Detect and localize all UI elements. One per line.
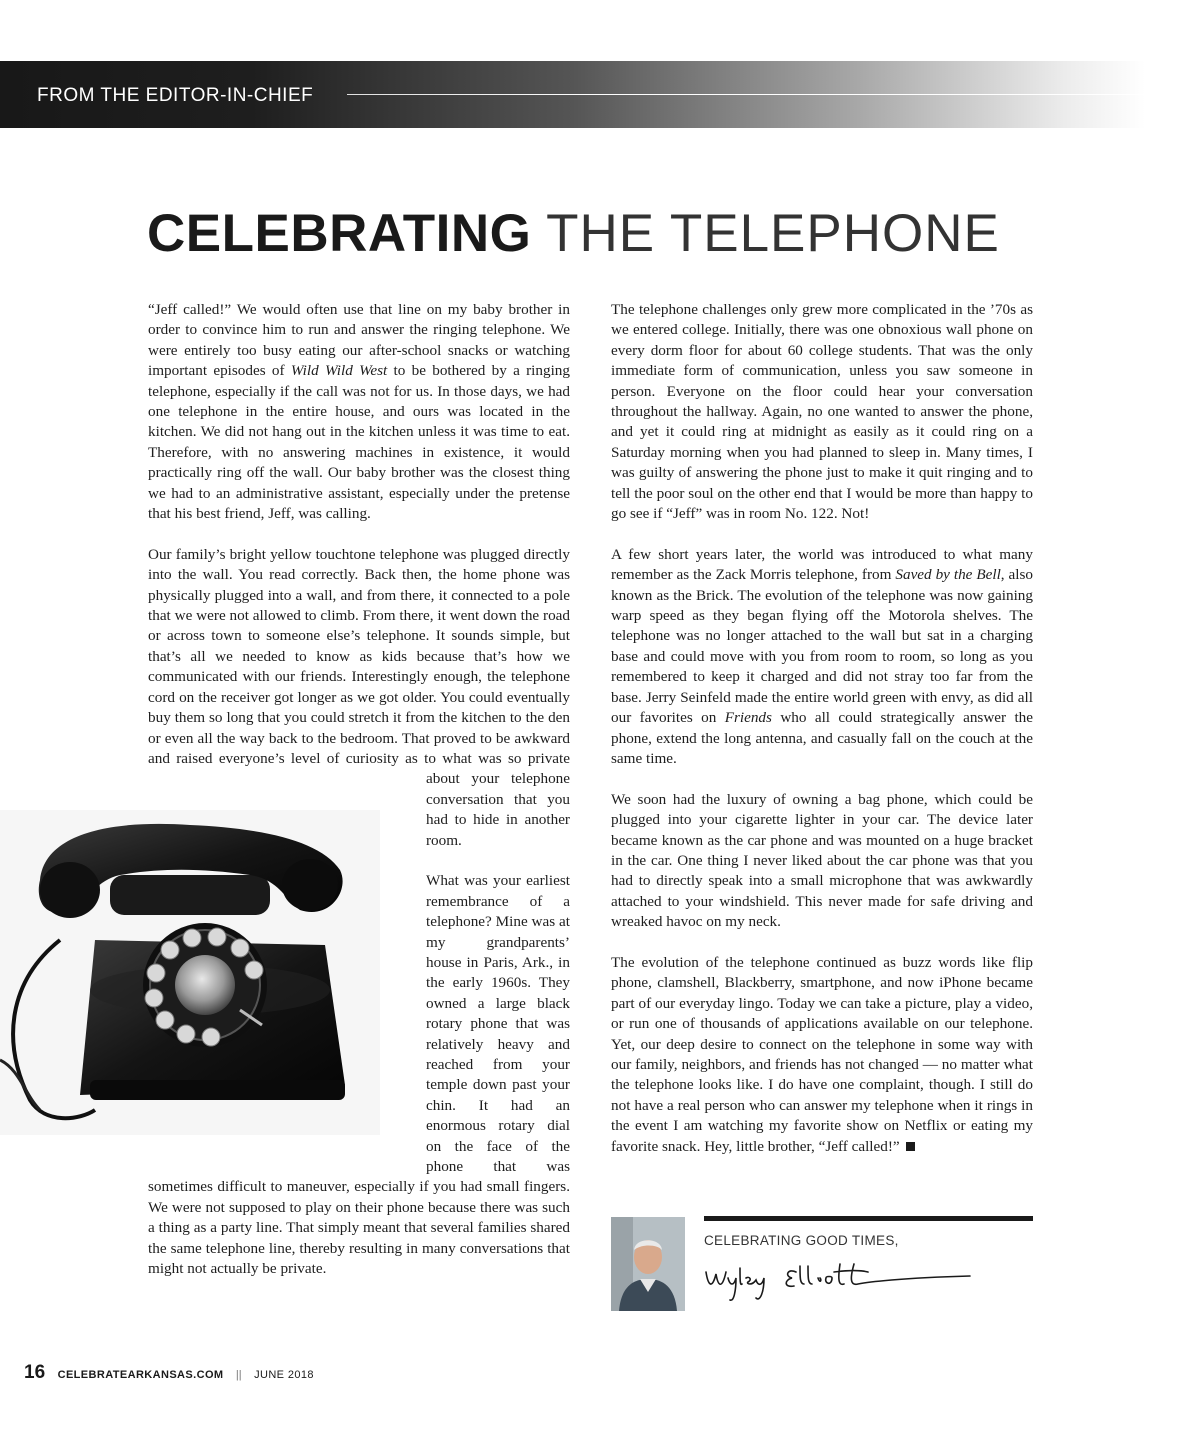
signature-caption: CELEBRATING GOOD TIMES, [704,1233,899,1248]
paragraph: What was your earliest remembrance of a telephone? Mine was at my grandparents’ house in Paris, Ark., in the early 1960s. They owned a large black rotary phone that was relatively heavy and reached from your temple down past your chin. It had an enormous rotary dial on the face of the phone that was sometimes difficult to maneuver, especially if you had small fingers. We were not supposed to play on their phone because there was such a thing as a party line. That simply meant that several families shared the same telephone line, thereby resulting in many conversations that might not actually be private. [148,872,570,1278]
website-link[interactable]: CELEBRATEARKANSAS.COM [57,1369,224,1381]
paragraph: “Jeff called!” We would often use that line on my baby brother in order to convince him to run and answer the ringing telephone. We were entirely too busy eating our after-school snacks or watching important episodes of Wild Wild West to be bothered by a ringing telephone, especially if the call was not for us. In those days, we had one telephone in the entire house, and ours was located in the kitchen. We did not hang out in the kitchen unless it was time to eat. Therefore, with no answering machines in existence, it would practically ring off the wall. Our baby brother was the closest thing we had to an administrative assistant, especially under the pretense that his best friend, Jeff, was calling. [148,301,570,523]
show-title: Friends [724,709,772,727]
author-photo [611,1217,685,1311]
article-column-left [148,300,570,1279]
section-label: FROM THE EDITOR-IN-CHIEF [37,85,314,106]
show-title: Saved by the Bell [895,566,1001,584]
page-number: 16 [24,1362,46,1383]
footer-separator: || [235,1369,242,1381]
signature-rule [704,1216,1033,1221]
paragraph: We soon had the luxury of owning a bag phone, which could be plugged into your cigarette lighter in your car. The device later became known as the car phone and was mounted on a huge bracket in the car. One thing I never liked about the car phone was that you had to directly speak into a small microphone that was awkwardly attached to your windshield. This never made for safe driving and wreaked havoc on my neck. [611,790,1033,931]
headline-light: THE TELEPHONE [546,204,1000,263]
article-column-right [611,300,1033,1157]
show-title: Wild Wild West [290,362,388,380]
section-banner [0,61,1145,128]
issue-date: JUNE 2018 [254,1369,314,1381]
page-footer [24,1362,314,1384]
paragraph: Our family’s bright yellow touchtone telephone was plugged directly into the wall. You read correctly. Back then, the home phone was physically plugged into a wall, and from there, it connected to a pole that we were not allowed to climb. From there, it went down the road or across town to someone else’s telephone. It sounds simple, but that’s all we needed to know as kids because that’s how we communicated with our friends. Interestingly enough, the telephone cord on the receiver got longer as we got older. You could eventually buy them so long that you could stretch it from the kitchen to the den or even all the way back to the bedroom. That proved to be awkward and raised everyone’s level of curiosity as to what was so private about your telephone conversation that you had to hide in another room. [148,545,570,849]
headline-bold: CELEBRATING [147,204,532,263]
article-headline [147,198,1052,270]
paragraph: The telephone challenges only grew more complicated in the ’70s as we entered college. Initially, there was one obnoxious wall phone on every dorm floor for about 60 college students. That was the only immediate form of communication, unless you saw someone in person. Everyone on the floor could hear your conversation throughout the hallway. Again, no one wanted to answer the phone, and yet it could ring at midnight as easily as it could ring on a Saturday morning when you had planned to sleep in. Many times, I was guilty of answering the phone just to make it quit ringing and to tell the poor soul on the other end that I would be more than happy to go see if “Jeff” was in room No. 122. Not! [611,301,1033,523]
end-of-article-icon [906,1142,915,1151]
handwritten-signature [700,1250,980,1310]
banner-rule [347,94,1145,95]
paragraph: The evolution of the telephone continued as buzz words like flip phone, clamshell, Blackberry, smartphone, and now iPhone became part of our everyday lingo. Today we can take a picture, play a video, or run one of thousands of applications available on our telephone. Yet, our deep desire to connect on the telephone in some way with our family, neighbors, and friends has not changed — no matter what the telephone looks like. I do have one complaint, though. I still do not have a real person who can answer my telephone when it rings in the event I am watching my favorite show on Netflix or eating my favorite snack. Hey, little brother, “Jeff called!” [611,953,1033,1155]
paragraph: A few short years later, the world was introduced to what many remember as the Zack Morris telephone, from Saved by the Bell, also known as the Brick. The evolution of the telephone was now gaining warp speed as they began flying off the Motorola shelves. The telephone was no longer attached to the wall but sat in a charging base and could move with you from room to room, so long as you remembered to keep it charged and did not stray too far from the base. Jerry Seinfeld made the entire world green with envy, as did all our favorites on Friends who all could strategically answer the phone, extend the long antenna, and casually fall on the couch at the same time. [611,545,1034,767]
